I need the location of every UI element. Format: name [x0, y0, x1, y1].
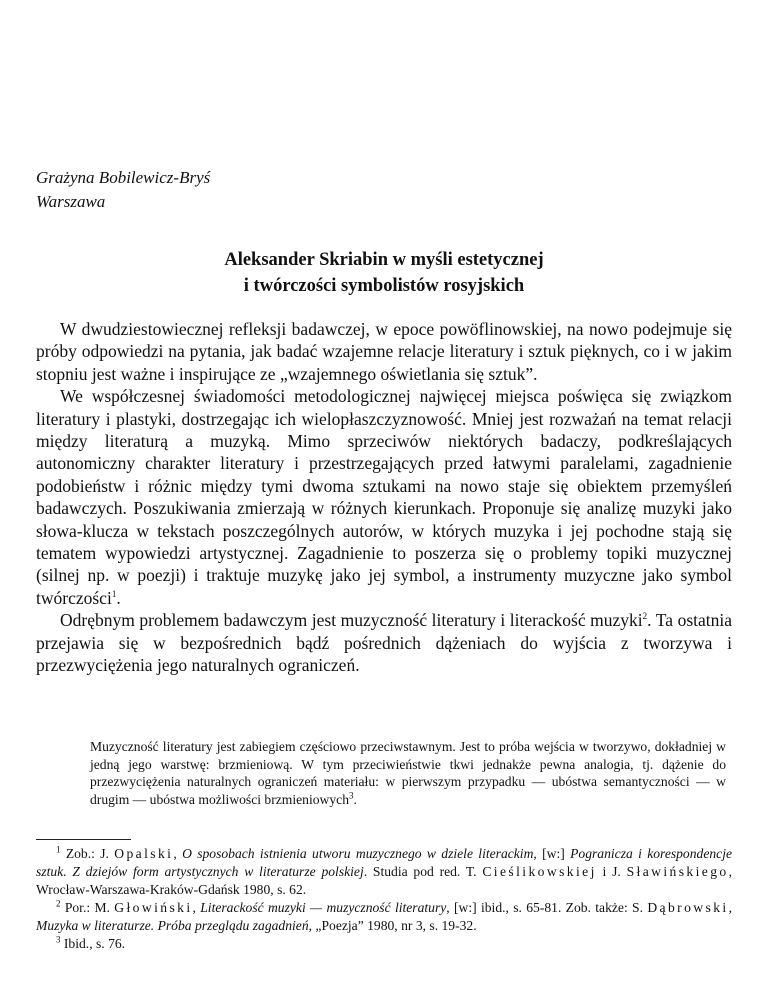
- footnote-1-text: Zob.: J.: [65, 846, 109, 861]
- quote-end: .: [353, 791, 357, 807]
- footnote-3-text: Ibid., s. 76.: [63, 936, 126, 951]
- paragraph-3: [36, 609, 732, 676]
- footnote-1-book-title: Pogranicza i korespondencje sztuk. Z dziejów form artystycznych w literaturze polskiej: [36, 846, 732, 879]
- footnote-1-and: i J.: [602, 864, 621, 879]
- footnote-ref-3: 3: [349, 790, 354, 801]
- paragraph-2-text: We współczesnej świadomości metodologicznej najwięcej miejsca poświęca się związkom literatury i plastyki, dostrzegając ich wielopłaszczyznowość. Mniej jest rozważań na temat relacji między literaturą a muzyką. Mimo sprzeciwów niektórych badaczy, podkreślających autonomiczny charakter literatury i przestrzegających przed łatwymi paralelami, zagadnienie podobieństw i różnic między tymi dwoma sztukami na nowo staje się obiektem przemyśleń badawczych. Poszukiwania zmierzają w różnych kierunkach. Proponuje się analizę muzyki jako słowa-klucza w tekstach poszczególnych autorów, w których muzyka i jej pochodne stają się tematem wypowiedzi artystycznej. Zagadnienie to poszerza się o problemy topiki muzycznej (silnej np. w poezji) i traktuje muzykę jako jej symbol, a instrumenty muzyczne jako symbol twórczości: [36, 386, 732, 608]
- footnote-2-author-2: Dąbrowski: [647, 900, 729, 915]
- footnote-ref-1: 1: [111, 589, 117, 600]
- footnote-2-number: 2: [56, 898, 61, 909]
- paragraph-3-text-b: . Ta ostatnia przejawia się w bezpośrednich bądź pośrednich dążeniach do wyjścia z tworzywa i przezwyciężenia jego naturalnych ograniczeń.: [36, 610, 732, 676]
- footnote-1-editor-1: Cieślikowskiej: [482, 864, 597, 879]
- footnote-1-punct: ,: [173, 846, 177, 861]
- footnote-1-number: 1: [56, 844, 61, 855]
- title-line-2: i twórczości symbolistów rosyjskich: [243, 276, 525, 296]
- footnote-3: [36, 935, 732, 953]
- footnote-1-place: , Wrocław-Warszawa-Kraków-Gdańsk 1980, s. 62.: [36, 864, 733, 897]
- author-block: [36, 166, 210, 214]
- author-city: Warszawa: [36, 192, 106, 211]
- footnote-1: [36, 845, 732, 899]
- article-body: [36, 318, 732, 677]
- footnote-2-author: Głowiński: [114, 900, 193, 915]
- quote-text: Muzyczność literatury jest zabiegiem częściowo przeciwstawnym. Jest to próba wejścia w tworzywo, dokładniej w jedną jego warstwę: brzmieniową. W tym przeciwieństwie tkwi jednakże pewna analogia, tj. dążenie do przezwyciężenia naturalnych ograniczeń materiału: w pierwszym przypadku — ubóstwa semantyczności — w drugim — ubóstwa możliwości brzmieniowych: [90, 739, 726, 807]
- title-line-1: Aleksander Skriabin w myśli estetycznej: [224, 250, 544, 270]
- footnote-2-in: , [w:] ibid., s. 65-81. Zob. także: S.: [446, 900, 643, 915]
- footnote-1-author: Opalski: [114, 846, 174, 861]
- footnote-2-text: Por.: M.: [64, 900, 110, 915]
- footnote-ref-2: 2: [642, 611, 648, 622]
- footnotes: [36, 845, 732, 953]
- footnote-1-ed: . Studia pod red. T.: [363, 864, 477, 879]
- footnote-2: [36, 899, 732, 935]
- footnote-1-in: , [w:]: [533, 846, 565, 861]
- footnote-2-title: Literackość muzyki — muzyczność literatury: [200, 900, 447, 915]
- paragraph-2: [36, 385, 732, 609]
- paragraph-2-end: .: [116, 587, 121, 608]
- block-quote: [90, 738, 726, 808]
- footnote-3-number: 3: [56, 934, 61, 945]
- footnote-2-punct-2: ,: [728, 900, 732, 915]
- author-name: Grażyna Bobilewicz-Bryś: [36, 168, 211, 187]
- footnote-2-punct: ,: [192, 900, 196, 915]
- footnote-2-title-2: Muzyka w literaturze. Próba przeglądu zagadnień: [36, 918, 309, 933]
- footnote-1-editor-2: Sławińskiego: [626, 864, 729, 879]
- footnote-2-source: , „Poezja” 1980, nr 3, s. 19-32.: [308, 918, 477, 933]
- footnote-divider: [36, 839, 131, 840]
- footnote-1-title: O sposobach istnienia utworu muzycznego w dziele literackim: [182, 846, 534, 861]
- article-title: [0, 247, 768, 299]
- paragraph-1: W dwudziestowiecznej refleksji badawczej, w epoce powöflinowskiej, na nowo podejmuje się próby odpowiedzi na pytania, jak badać wzajemne relacje literatury i sztuk pięknych, co i w jakim stopniu jest ważne i inspirujące ze „wzajemnego oświetlania się sztuk”.: [36, 319, 732, 384]
- paragraph-3-text-a: Odrębnym problemem badawczym jest muzyczność literatury i literackość muzyki: [60, 610, 643, 631]
